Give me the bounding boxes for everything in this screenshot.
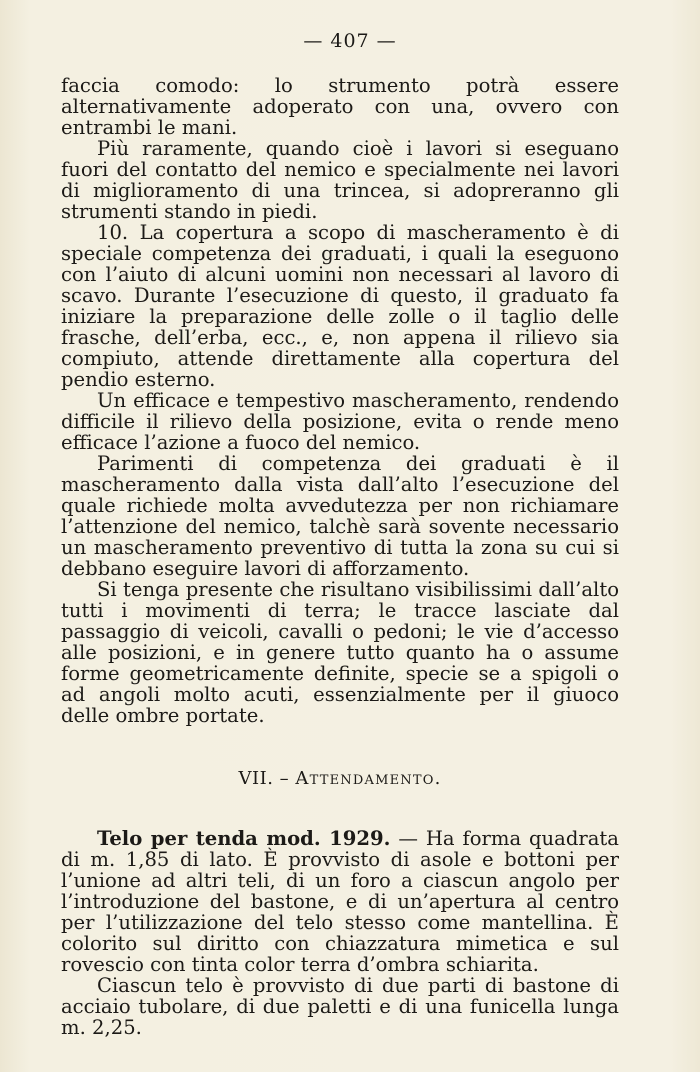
item-text: — Ha forma quadrata di m. 1,85 di lato. È provvisto di asole e bottoni per l’unione ad altri teli, di un foro a ciascun angolo per l’introduzione del bastone, e di un’apertura al centro per l’utilizzazione del telo stesso come mantellina. È colorito sul diritto con chiazzatura mimetica e sul rovescio con tinta color terra d’ombra schiarita.	[61, 827, 619, 976]
paragraph: Parimenti di competenza dei graduati è il mascheramento dalla vista dall’alto l’esecuzione del quale richiede molta avvedutezza per non richiamare l’attenzione del nemico, talchè sarà sovente necessario un mascheramento preventivo di tutta la zona su cui si debbano eseguire lavori di afforzamento.	[61, 452, 619, 580]
paragraph: 10. La copertura a scopo di mascheramento è di speciale competenza dei graduati, i quali la eseguono con l’aiuto di alcuni uomini non necessari al lavoro di scavo. Durante l’esecuzione di questo, il graduato fa iniziare la preparazione delle zolle o il taglio delle frasche, dell’erba, ecc., e, non appena il rilievo sia compiuto, attende direttamente alla copertura del pendio esterno.	[61, 221, 619, 391]
paragraph: Un efficace e tempestivo mascheramento, rendendo difficile il rilievo della posizione, evita o rende meno efficace l’azione a fuoco del nemico.	[61, 389, 619, 454]
paragraph: Ciascun telo è provvisto di due parti di bastone di acciaio tubolare, di due paletti e di una funicella lunga m. 2,25.	[61, 974, 619, 1039]
page-number: — 407 —	[303, 30, 397, 52]
paragraph: Più raramente, quando cioè i lavori si eseguano fuori del contatto del nemico e specialmente nei lavori di miglioramento di una trincea, si adopreranno gli strumenti stando in piedi.	[61, 137, 619, 223]
item-heading: Telo per tenda mod. 1929.	[97, 827, 391, 850]
paragraph: Si tenga presente che risultano visibilissimi dall’alto tutti i movimenti di terra; le tracce lasciate dal passaggio di veicoli, cavalli o pedoni; le vie d’accesso alle posizioni, e in genere tutto quanto ha o assume forme geometricamente definite, specie se a spigoli o ad angoli molto acuti, essenzialmente per il giuoco delle ombre portate.	[61, 578, 619, 727]
page-body	[61, 75, 619, 1038]
section-heading	[61, 768, 619, 789]
section-number: VII.	[238, 768, 274, 789]
paragraph: faccia comodo: lo strumento potrà essere alternativamente adoperato con una, ovvero con entrambi le mani.	[61, 74, 619, 139]
paragraph-telo	[61, 828, 619, 975]
section-title: Attendamento.	[295, 768, 442, 789]
section-dash: –	[279, 768, 290, 789]
